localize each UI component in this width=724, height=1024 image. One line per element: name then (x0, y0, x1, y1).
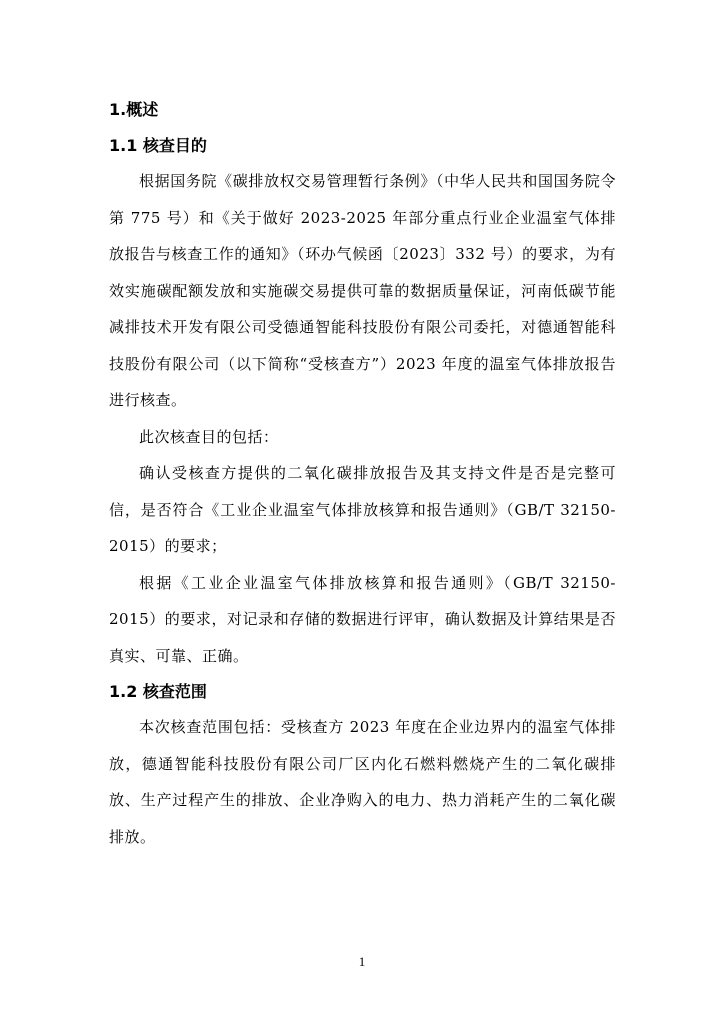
chapter-heading: 1.概述 (109, 100, 159, 119)
document-body (109, 92, 616, 855)
paragraph-purpose-intro: 此次核查目的包括： (139, 427, 279, 446)
page-number: 1 (358, 954, 366, 969)
paragraph-purpose-item-2: 根据《工业企业温室气体排放核算和报告通则》（GB/T 32150-2015）的要求，对记录和存储的数据进行评审，确认数据及计算结果是否真实、可靠、正确。 (109, 573, 616, 665)
section-heading-scope: 1.2 核查范围 (109, 682, 207, 701)
section-heading-purpose: 1.1 核查目的 (109, 136, 207, 155)
paragraph-scope: 本次核查范围包括：受核查方 2023 年度在企业边界内的温室气体排放，德通智能科技股份有限公司厂区内化石燃料燃烧产生的二氧化碳排放、生产过程产生的排放、企业净购入的电力、热力消耗产生的二氧化碳排放。 (109, 718, 616, 846)
paragraph-purpose-basis: 根据国务院《碳排放权交易管理暂行条例》（中华人民共和国国务院令第 775 号）和《关于做好 2023-2025 年部分重点行业企业温室气体排放报告与核查工作的通知》（环办气候函〔2023〕332 号）的要求，为有效实施碳配额发放和实施碳交易提供可靠的数据质量保证，河南低碳节能减排技术开发有限公司受德通智能科技股份有限公司委托，对德通智能科技股份有限公司（以下简称“受核查方”）2023 年度的温室气体排放报告进行核查。 (109, 172, 616, 409)
paragraph-purpose-item-1: 确认受核查方提供的二氧化碳排放报告及其支持文件是否是完整可信，是否符合《工业企业温室气体排放核算和报告通则》（GB/T 32150-2015）的要求； (109, 464, 616, 555)
